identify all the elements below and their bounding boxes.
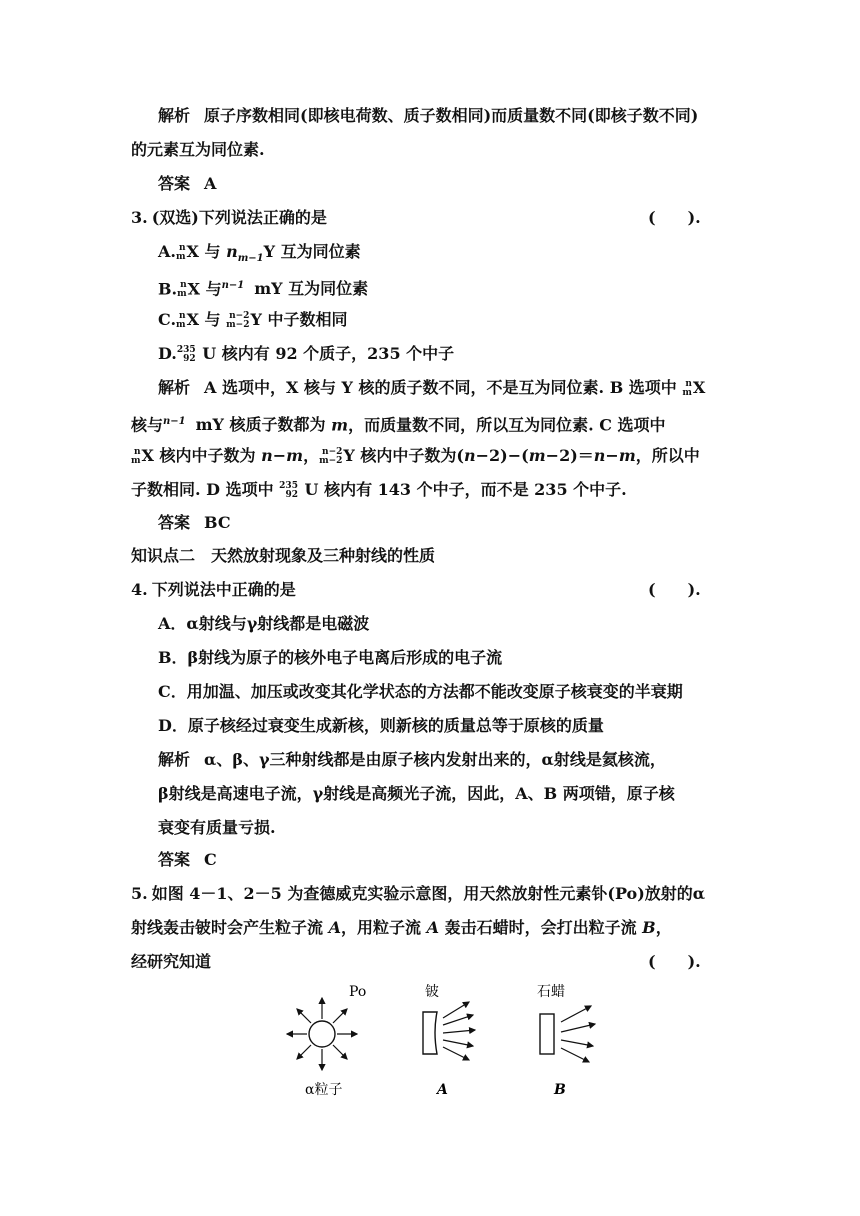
q4-stem: 4. 下列说法中正确的是 (131, 580, 296, 599)
q4-analysis-line1: 解析 α、β、γ三种射线都是由原子核内发射出来的，α射线是氦核流， (158, 750, 666, 769)
q4-option-a: A．α射线与γ射线都是电磁波 (158, 614, 370, 633)
q4-answer-paren: ( ). (648, 580, 701, 599)
alpha-arrow-se (333, 1045, 347, 1059)
b-arrow-1 (561, 1006, 591, 1022)
q3-option-a: A. n m X 与 $n_{m-1}Y$ 互为同位素 (158, 242, 361, 265)
paraffin-target (537, 983, 595, 1098)
q3-analysis-line4: 子数相同. D 选项中 235 92 U 核内有 143 个中子，而不是 235 个中子. (131, 480, 627, 500)
beryllium-block (423, 1012, 437, 1054)
q3-stem: 3. (双选)下列说法正确的是 (131, 208, 327, 227)
a-arrow-3 (443, 1030, 475, 1033)
paraffin-block (540, 1014, 554, 1054)
q2-analysis-label: 解析 (158, 106, 191, 125)
q5-stem-line1: 5. 如图 4－1、2－5 为查德威克实验示意图，用天然放射性元素钋(Po)放射的α (131, 884, 706, 903)
q4-option-b: B．β射线为原子的核外电子电离后形成的电子流 (158, 648, 503, 667)
q4-answer: 答案 C (158, 850, 217, 869)
label-a: A (437, 1082, 448, 1098)
q3-analysis-line2: 核与$^{n-1}$ mY 核质子数都为 m，而质量数不同，所以互为同位素. C 选项中 (131, 415, 666, 435)
q2-answer: 答案 A (158, 174, 217, 193)
po-circle (309, 1021, 335, 1047)
po-source (287, 984, 366, 1098)
q3-option-d: D. 235 92 U 核内有 92 个质子，235 个中子 (158, 344, 455, 364)
a-arrow-2 (443, 1015, 473, 1025)
b-arrow-2 (561, 1024, 595, 1032)
q5-answer-paren: ( ). (648, 952, 701, 971)
section-title: 知识点二 天然放射现象及三种射线的性质 (131, 546, 436, 565)
q3-answer-paren: ( ). (648, 208, 701, 227)
a-arrow-4 (443, 1040, 473, 1046)
q2-analysis-line1: 解析 原子序数相同(即核电荷数、质子数相同)而质量数不同(即核子数不同) (158, 106, 699, 125)
chadwick-experiment-figure (275, 980, 615, 1100)
label-b: B (554, 1082, 566, 1098)
q4-analysis-line2: β射线是高速电子流，γ射线是高频光子流，因此，A、B 两项错，原子核 (158, 784, 675, 803)
q3-analysis-line1: 解析 A 选项中，X 核与 Y 核的质子数不同，不是互为同位素. B 选项中 n m X (158, 378, 706, 398)
beryllium-target (423, 984, 475, 1098)
alpha-arrow-ne (333, 1009, 347, 1023)
a-arrow-1 (443, 1002, 469, 1018)
po-label: Po (349, 984, 367, 1000)
q3-option-c: C. n m X 与 n−2 m−2 Y 中子数相同 (158, 310, 348, 330)
alpha-label: α粒子 (305, 1082, 343, 1098)
q3-analysis-line3: n m X 核内中子数为 n−m， n−2 m−2 Y 核内中子数为(n−2)−(m−2)＝n−m，所以中 (131, 446, 700, 466)
alpha-arrow-nw (297, 1009, 311, 1023)
b-arrow-4 (561, 1048, 589, 1062)
q4-analysis-line3: 衰变有质量亏损. (158, 818, 276, 837)
q5-stem-line2: 射线轰击铍时会产生粒子流 A，用粒子流 A 轰击石蜡时，会打出粒子流 B， (131, 918, 672, 937)
beryllium-label: 铍 (425, 984, 439, 1000)
q4-option-d: D．原子核经过衰变生成新核，则新核的质量总等于原核的质量 (158, 716, 604, 735)
b-arrow-3 (561, 1040, 593, 1046)
q4-option-c: C．用加温、加压或改变其化学状态的方法都不能改变原子核衰变的半衰期 (158, 682, 683, 701)
figure-svg (275, 980, 615, 1100)
q3-option-b: B. n m X 与$^{n-1}$ mY 互为同位素 (158, 279, 369, 299)
alpha-arrow-sw (297, 1045, 311, 1059)
a-arrow-5 (443, 1047, 469, 1060)
q3-answer: 答案 BC (158, 513, 231, 532)
q5-stem-line3: 经研究知道 (131, 952, 212, 971)
q2-analysis-line2: 的元素互为同位素. (131, 140, 265, 159)
paraffin-label: 石蜡 (537, 984, 565, 1000)
